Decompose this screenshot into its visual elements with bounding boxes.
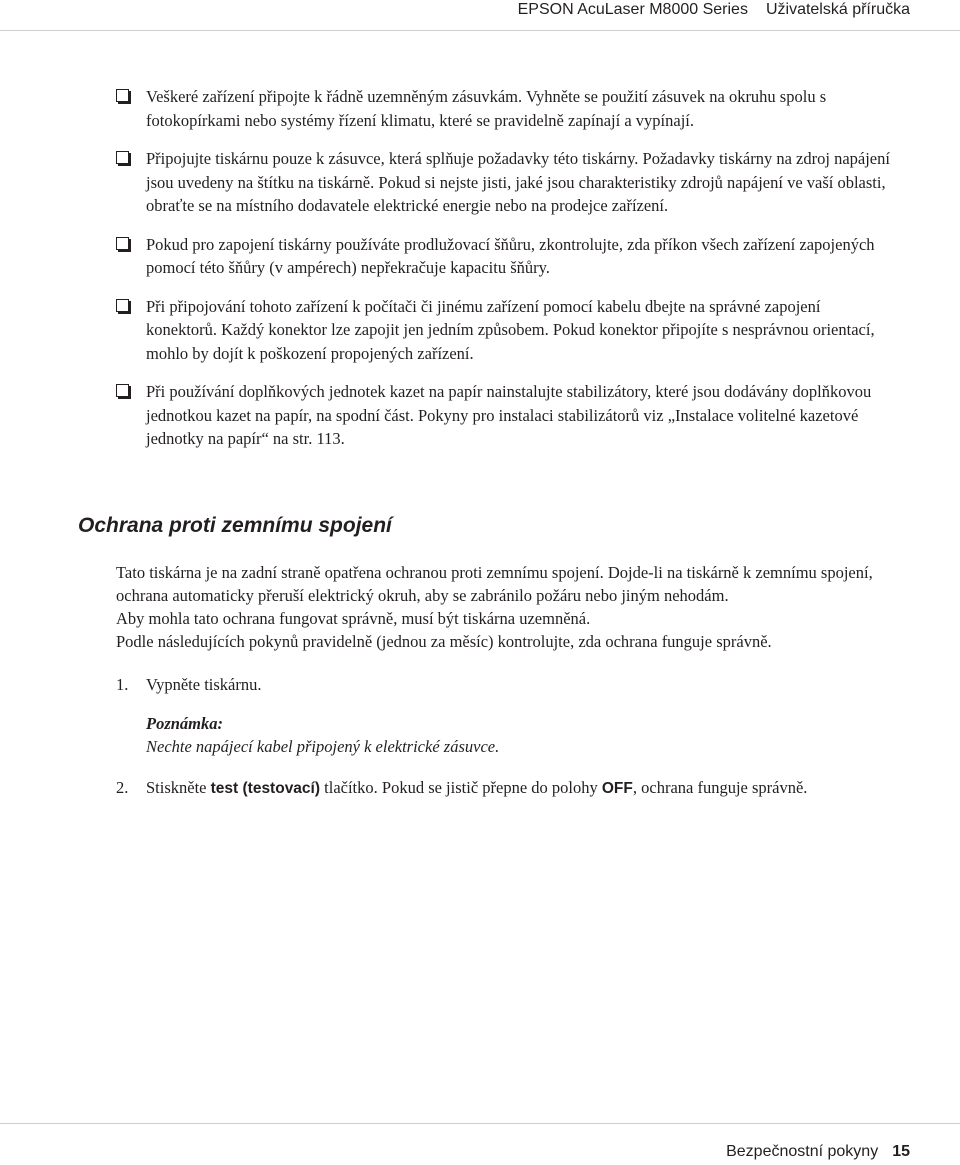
step-text-post: , ochrana funguje správně. bbox=[632, 778, 808, 797]
note-title: Poznámka: bbox=[146, 714, 224, 733]
checkbox-bullet-icon bbox=[116, 299, 129, 312]
bullet-item bbox=[116, 147, 890, 218]
checkbox-bullet-icon bbox=[116, 89, 129, 102]
bullet-text: Pokud pro zapojení tiskárny používáte prodlužovací šňůru, zkontrolujte, zda příkon všech zařízení zapojených pomocí této šňůry (v ampérech) nepřekračuje kapacitu šňůry. bbox=[146, 234, 875, 277]
step-number: 2. bbox=[116, 778, 129, 797]
bullet-text: Při připojování tohoto zařízení k počítači či jinému zařízení pomocí kabelu dbejte na správné zapojení konektorů. Každý konektor lze zapojit jen jedním způsobem. Pokud konektor připojíte s nesprávnou orientací, mohlo by dojít k poškození propojených zařízení. bbox=[146, 296, 875, 363]
note-text: Nechte napájecí kabel připojený k elektrické zásuvce. bbox=[146, 737, 500, 756]
off-state-label: OFF bbox=[601, 780, 633, 797]
footer-divider bbox=[0, 1123, 960, 1124]
step-text: Vypněte tiskárnu. bbox=[146, 675, 262, 694]
step-item bbox=[116, 776, 890, 800]
bullet-item bbox=[116, 380, 890, 451]
bullet-text: Při používání doplňkových jednotek kazet na papír nainstalujte stabilizátory, které jsou dodávány doplňkovou jednotkou kazet na papír, na spodní část. Pokyny pro instalaci stabilizátorů viz „Instalace volitelné kazetové jednotky na papír“ na str. 113. bbox=[146, 382, 872, 448]
bullet-item bbox=[116, 295, 890, 366]
running-header bbox=[518, 0, 910, 20]
test-button-label: test (testovací) bbox=[210, 780, 321, 797]
intro-paragraph: Podle následujících pokynů pravidelně (jednou za měsíc) kontrolujte, zda ochrana funguje správně. bbox=[116, 632, 772, 651]
header-guide-title: Uživatelská příručka bbox=[765, 1, 910, 18]
step-number: 1. bbox=[116, 675, 129, 694]
checkbox-bullet-icon bbox=[116, 384, 129, 397]
bullet-text: Veškeré zařízení připojte k řádně uzemněným zásuvkám. Vyhněte se použití zásuvek na okruhu spolu s fotokopírkami nebo systémy řízení klimatu, které se pravidelně zapínají a vypínají. bbox=[146, 87, 827, 130]
bullet-item bbox=[116, 85, 890, 132]
step-text-pre: Stiskněte bbox=[146, 778, 211, 797]
bullet-item bbox=[116, 233, 890, 280]
page-number: 15 bbox=[892, 1143, 910, 1160]
safety-bullet-list bbox=[116, 85, 890, 466]
procedure-steps bbox=[116, 673, 890, 800]
step-text-mid: tlačítko. Pokud se jistič přepne do polohy bbox=[320, 778, 602, 797]
checkbox-bullet-icon bbox=[116, 237, 129, 250]
page-footer bbox=[726, 1142, 910, 1162]
intro-paragraph: Aby mohla tato ochrana fungovat správně, musí být tiskárna uzemněná. bbox=[116, 609, 591, 628]
note-box bbox=[146, 712, 890, 758]
section-heading: Ochrana proti zemnímu spojení bbox=[78, 514, 392, 537]
header-product: EPSON AcuLaser M8000 Series bbox=[517, 1, 748, 18]
section-body bbox=[116, 561, 890, 818]
step-item bbox=[116, 673, 890, 758]
bullet-text: Připojujte tiskárnu pouze k zásuvce, která splňuje požadavky této tiskárny. Požadavky tiskárny na zdroj napájení jsou uvedeny na štítku na tiskárně. Pokud si nejste jisti, jaké jsou charakteristiky zdrojů napájení ve vaší oblasti, obraťte se na místního dodavatele elektrické energie nebo na prodejce zařízení. bbox=[146, 149, 890, 215]
checkbox-bullet-icon bbox=[116, 151, 129, 164]
intro-paragraph: Tato tiskárna je na zadní straně opatřena ochranou proti zemnímu spojení. Dojde-li na tiskárně k zemnímu spojení, ochrana automaticky přeruší elektrický okruh, aby se zabránilo požáru nebo jiným nehodám. bbox=[116, 563, 873, 605]
header-divider bbox=[0, 30, 960, 31]
footer-section-name: Bezpečnostní pokyny bbox=[726, 1143, 879, 1160]
